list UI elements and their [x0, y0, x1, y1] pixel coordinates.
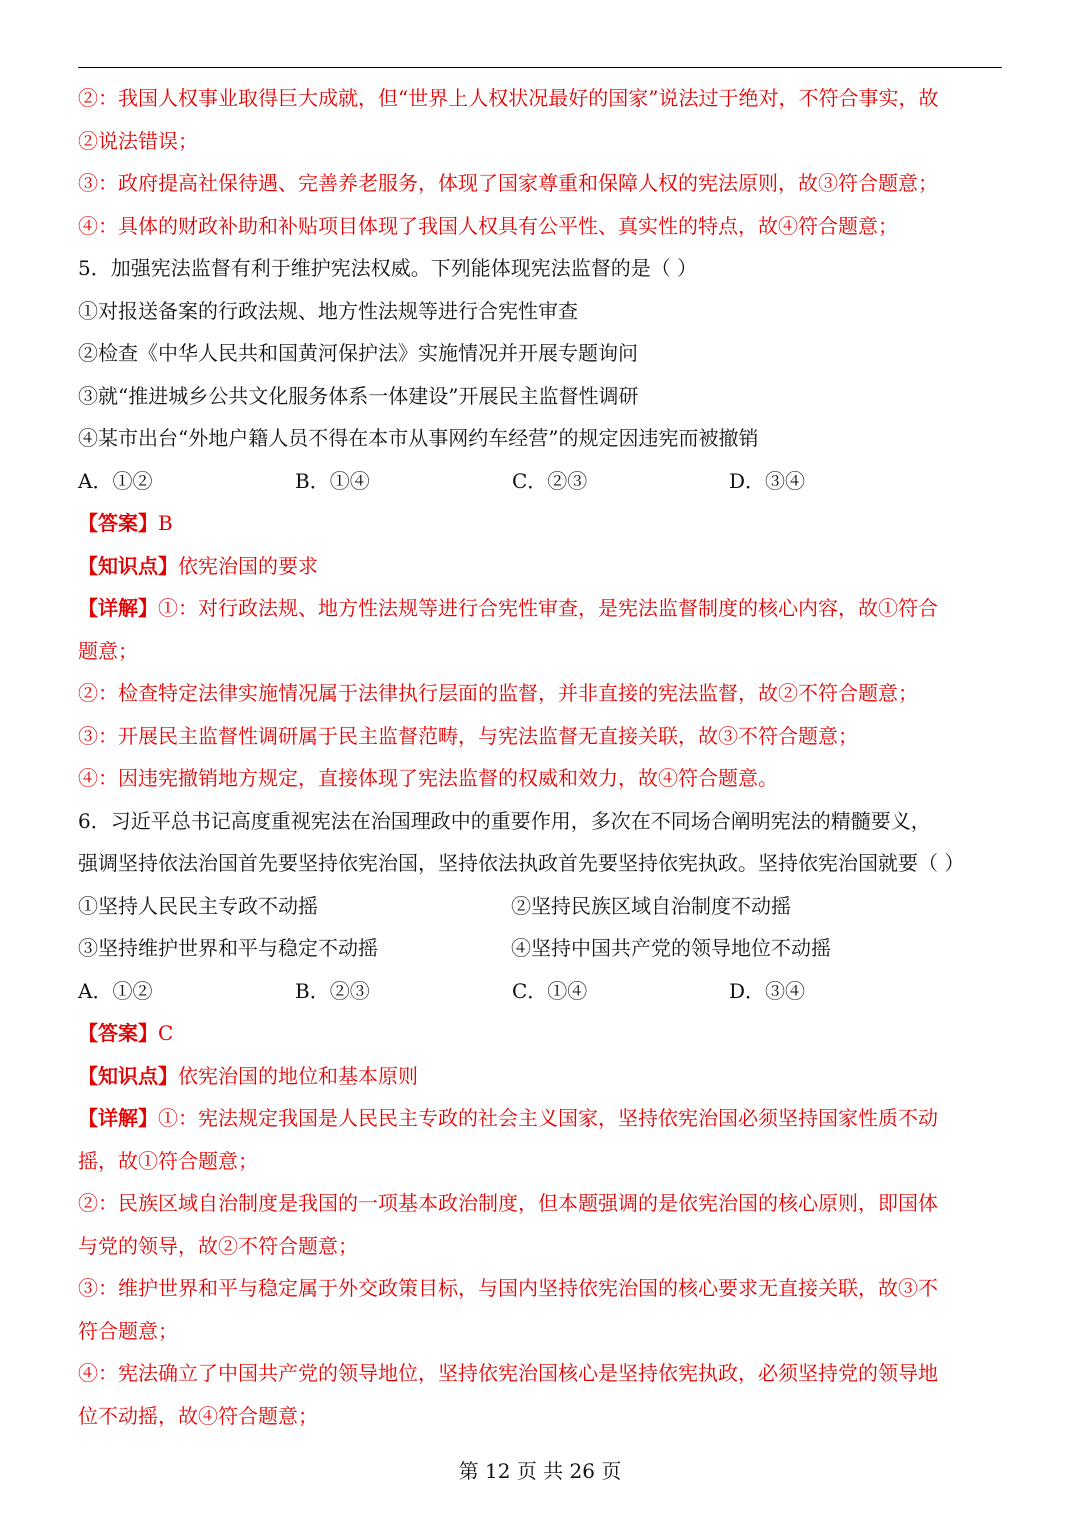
answer-value: B [158, 511, 173, 535]
q5-option-d: D．③④ [729, 468, 806, 493]
q5-detail-line: ④：因违宪撤销地方规定，直接体现了宪法监督的权威和效力，故④符合题意。 [78, 766, 778, 790]
q5-answer [78, 502, 1002, 545]
q5-options [78, 460, 1002, 503]
knowledge-tag: 【知识点】 [78, 1063, 178, 1088]
q6-knowledge [78, 1055, 1002, 1098]
knowledge-value: 依宪治国的地位和基本原则 [178, 1063, 418, 1088]
q5-knowledge [78, 545, 1002, 588]
q6-detail-line: ④：宪法确立了中国共产党的领导地位，坚持依宪治国核心是坚持依宪执政，必须坚持党的领导地 [78, 1361, 938, 1385]
q6-option-d: D．③④ [729, 978, 806, 1003]
q5-item: ②检查《中华人民共和国黄河保护法》实施情况并开展专题询问 [78, 341, 638, 365]
answer-value: C [158, 1021, 174, 1045]
detail-tag: 【详解】 [78, 1106, 158, 1130]
q6-options [78, 970, 1002, 1013]
q5-option-a: A．①② [78, 468, 153, 493]
q6-option-b: B．②③ [295, 978, 370, 1003]
q5-detail [78, 587, 1002, 630]
detail-text: ①：宪法规定我国是人民民主专政的社会主义国家，坚持依宪治国必须坚持国家性质不动 [158, 1106, 938, 1130]
page-content [78, 77, 1002, 1437]
q5-detail-line: ③：开展民主监督性调研属于民主监督范畴，与宪法监督无直接关联，故③不符合题意； [78, 723, 858, 748]
q6-item: ②坚持民族区域自治制度不动摇 [511, 893, 791, 918]
q5-detail-line: ②：检查特定法律实施情况属于法律执行层面的监督，并非直接的宪法监督，故②不符合题意； [78, 681, 918, 705]
q6-items-row [78, 885, 1002, 928]
explanation-line: ②：我国人权事业取得巨大成就，但“世界上人权状况最好的国家”说法过于绝对，不符合事实，故 [78, 86, 939, 110]
q5-stem: 5．加强宪法监督有利于维护宪法权威。下列能体现宪法监督的是（ ） [78, 256, 698, 280]
q6-item: ①坚持人民民主专政不动摇 [78, 893, 318, 918]
q5-item: ④某市出台“外地户籍人员不得在本市从事网约车经营”的规定因违宪而被撤销 [78, 426, 759, 450]
page-number-footer: 第 12 页 共 26 页 [458, 1459, 622, 1483]
q6-stem: 强调坚持依法治国首先要坚持依宪治国，坚持依法执政首先要坚持依宪执政。坚持依宪治国就要（ ） [78, 851, 965, 875]
q6-item: ③坚持维护世界和平与稳定不动摇 [78, 936, 378, 960]
q6-detail-line: 位不动摇，故④符合题意； [78, 1403, 318, 1428]
q5-item: ③就“推进城乡公共文化服务体系一体建设”开展民主监督性调研 [78, 383, 639, 408]
answer-tag: 【答案】 [78, 511, 158, 535]
q6-answer [78, 1012, 1002, 1055]
q5-detail-line: 题意； [78, 638, 138, 663]
q6-detail-line: 符合题意； [78, 1318, 178, 1343]
header-rule [78, 67, 1002, 68]
q5-item: ①对报送备案的行政法规、地方性法规等进行合宪性审查 [78, 298, 578, 323]
detail-text: ①：对行政法规、地方性法规等进行合宪性审查，是宪法监督制度的核心内容，故①符合 [158, 596, 938, 620]
detail-tag: 【详解】 [78, 596, 158, 620]
q6-detail-line: 与党的领导，故②不符合题意； [78, 1233, 358, 1258]
knowledge-value: 依宪治国的要求 [178, 553, 318, 578]
q6-option-c: C．①④ [512, 978, 588, 1003]
answer-tag: 【答案】 [78, 1021, 158, 1045]
q6-item: ④坚持中国共产党的领导地位不动摇 [511, 936, 831, 960]
q6-detail-line: ②：民族区域自治制度是我国的一项基本政治制度，但本题强调的是依宪治国的核心原则，即国体 [78, 1191, 938, 1215]
knowledge-tag: 【知识点】 [78, 553, 178, 578]
q6-option-a: A．①② [78, 978, 153, 1003]
q5-option-b: B．①④ [295, 468, 370, 493]
q6-items-row [78, 927, 1002, 970]
q6-detail-line: ③：维护世界和平与稳定属于外交政策目标，与国内坚持依宪治国的核心要求无直接关联，故③不 [78, 1276, 938, 1300]
q6-detail [78, 1097, 1002, 1140]
q5-option-c: C．②③ [512, 468, 588, 493]
explanation-line: ③：政府提高社保待遇、完善养老服务，体现了国家尊重和保障人权的宪法原则，故③符合题意； [78, 171, 938, 195]
q6-detail-line: 摇，故①符合题意； [78, 1148, 258, 1173]
q6-stem: 6．习近平总书记高度重视宪法在治国理政中的重要作用，多次在不同场合阐明宪法的精髓要义， [78, 808, 931, 833]
explanation-line: ②说法错误； [78, 128, 198, 153]
explanation-line: ④：具体的财政补助和补贴项目体现了我国人权具有公平性、真实性的特点，故④符合题意； [78, 213, 898, 238]
